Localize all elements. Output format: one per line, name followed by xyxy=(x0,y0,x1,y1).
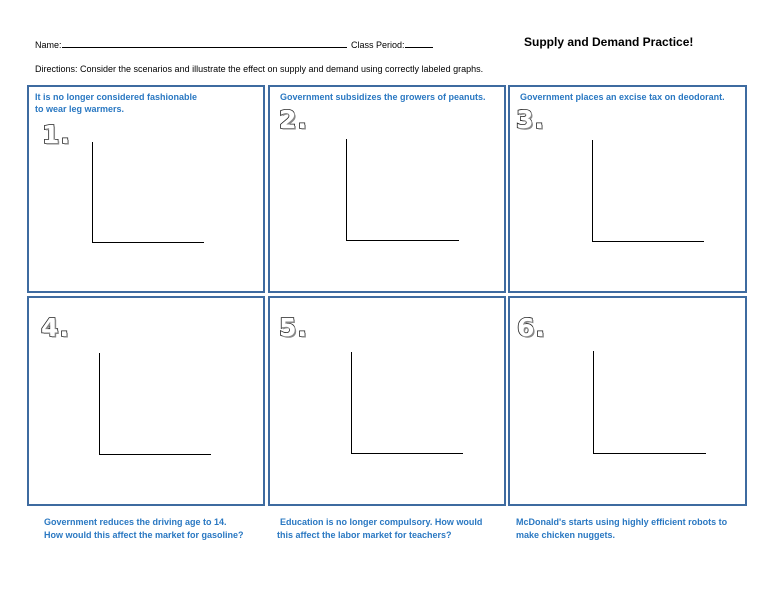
graph-y-axis[interactable] xyxy=(346,139,347,240)
graph-y-axis[interactable] xyxy=(92,142,93,242)
scenario-text-line: It is no longer considered fashionable xyxy=(35,92,198,102)
question-number: 3. xyxy=(516,105,545,134)
scenario-text-4 xyxy=(44,516,244,542)
graph-y-axis[interactable] xyxy=(351,352,352,453)
scenario-box-3 xyxy=(508,85,747,293)
graph-y-axis[interactable] xyxy=(592,140,593,241)
scenario-text-line: How would this affect the market for gasoline? xyxy=(44,530,244,540)
graph-x-axis[interactable] xyxy=(346,240,459,241)
scenario-text-line: to wear leg warmers. xyxy=(35,104,125,114)
scenario-box-5 xyxy=(268,296,506,506)
graph-x-axis[interactable] xyxy=(99,454,211,455)
class-period-field[interactable] xyxy=(405,38,433,48)
graph-x-axis[interactable] xyxy=(593,453,706,454)
question-number: 2. xyxy=(279,105,308,134)
question-number: 1. xyxy=(42,120,71,149)
scenario-text-line: McDonald's starts using highly efficient robots to xyxy=(516,517,728,527)
scenario-text-5 xyxy=(277,516,482,542)
scenario-box-6 xyxy=(508,296,747,506)
graph-y-axis[interactable] xyxy=(99,353,100,454)
name-label: Name: xyxy=(35,40,62,50)
directions: Directions: Consider the scenarios and illustrate the effect on supply and demand using correctly labeled graphs. xyxy=(35,64,484,74)
graph-x-axis[interactable] xyxy=(351,453,463,454)
page-title: Supply and Demand Practice! xyxy=(524,35,694,49)
class-period-label: Class Period: xyxy=(351,40,405,50)
scenario-text-line: Government subsidizes the growers of peanuts. xyxy=(280,92,486,102)
graph-x-axis[interactable] xyxy=(92,242,204,243)
scenario-text-line: make chicken nuggets. xyxy=(516,530,616,540)
scenario-box-1 xyxy=(27,85,265,293)
scenario-text-3 xyxy=(520,91,725,103)
scenario-text-line: Government reduces the driving age to 14. xyxy=(44,517,227,527)
scenario-text-2 xyxy=(280,91,486,103)
scenario-text-line: this affect the labor market for teachers? xyxy=(277,530,452,540)
question-number: 5. xyxy=(279,313,308,342)
scenario-box-4 xyxy=(27,296,265,506)
question-number: 4. xyxy=(41,313,70,342)
scenario-box-2 xyxy=(268,85,506,293)
graph-x-axis[interactable] xyxy=(592,241,704,242)
scenario-text-6 xyxy=(516,516,727,542)
scenario-text-1 xyxy=(35,91,197,115)
scenario-text-line: Government places an excise tax on deodorant. xyxy=(520,92,725,102)
name-field[interactable] xyxy=(62,38,347,48)
name-line xyxy=(35,38,433,50)
scenario-text-line: Education is no longer compulsory. How would xyxy=(280,517,483,527)
graph-y-axis[interactable] xyxy=(593,351,594,453)
question-number: 6. xyxy=(517,313,546,342)
